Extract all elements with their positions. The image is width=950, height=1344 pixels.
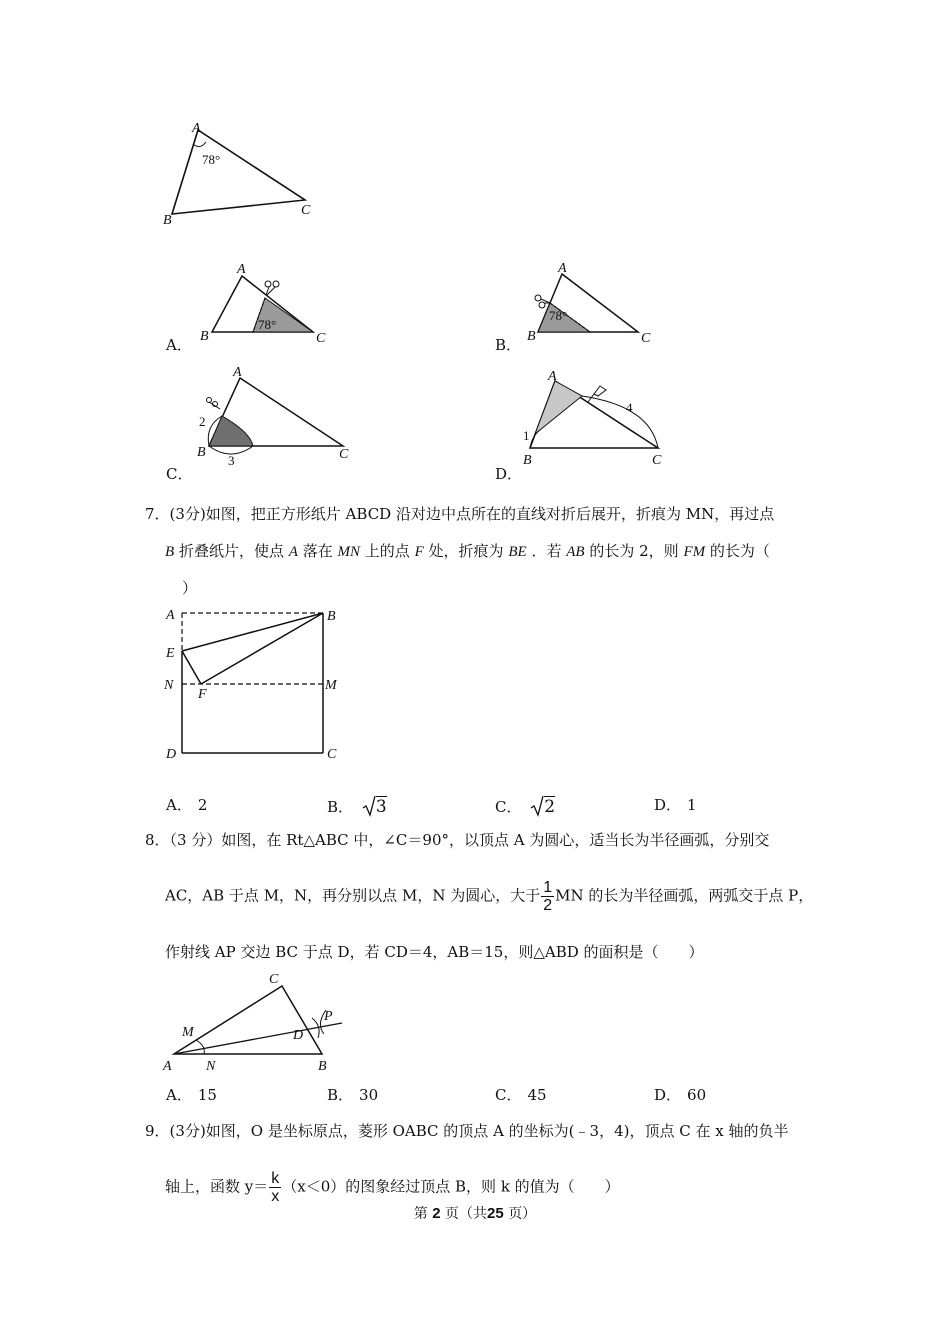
q8-label-b: B <box>318 1059 327 1074</box>
q6-d-label-b: B <box>523 453 532 468</box>
q8-option-a-letter: A． <box>166 1086 192 1104</box>
q7-square-figure <box>160 603 350 763</box>
q8-fraction <box>541 879 554 914</box>
q8-option-a[interactable] <box>166 1085 217 1105</box>
q8-option-b-letter: B． <box>327 1086 354 1104</box>
q6-d-label-c: C <box>652 453 662 468</box>
q7-option-c-radicand: 2 <box>544 797 556 817</box>
q7-t12: FM <box>683 544 706 560</box>
q9-t-a: 轴上，函数 y＝ <box>165 1177 269 1196</box>
q6-option-a[interactable]: A． <box>166 336 192 354</box>
q8-option-c-value: 45 <box>527 1086 547 1104</box>
q8-option-b[interactable] <box>327 1085 378 1105</box>
q8-option-c-letter: C． <box>495 1086 522 1104</box>
q8-label-c: C <box>269 972 279 987</box>
q7-label-m: M <box>325 678 337 693</box>
q7-stem-line3: ） <box>182 579 198 597</box>
q8-frac-den: 2 <box>543 897 553 914</box>
q6-c-label-c: C <box>339 447 349 462</box>
q7-t6: F <box>414 544 424 560</box>
q7-t5: 上的点 <box>364 542 410 560</box>
q8-t-a: AC，AB 于点 M，N，再分别以点 M，N 为圆心，大于 <box>165 886 541 905</box>
q7-label-b: B <box>327 609 336 624</box>
q8-label-p: P <box>324 1009 333 1024</box>
footer-total-pages: 25 <box>487 1205 504 1222</box>
q8-option-d[interactable] <box>654 1085 706 1105</box>
q7-option-b-letter: B． <box>327 798 354 816</box>
footer-page-number: 2 <box>432 1205 441 1222</box>
q6-label-b: B <box>163 213 172 228</box>
q6-c-label-b: B <box>197 445 206 460</box>
q7-stem-line1: 7．(3分)如图，把正方形纸片 ABCD 沿对边中点所在的直线对折后展开，折痕为 MN，再过点 <box>145 505 775 523</box>
q9-stem-line1: 9．(3分)如图，O 是坐标原点，菱形 OABC 的顶点 A 的坐标为(﹣3，4)，顶点 C 在 x 轴的负半 <box>145 1122 789 1140</box>
q7-t13: 的长为（ <box>709 542 770 560</box>
q7-stem-line2 <box>165 540 770 563</box>
q7-option-d-value: 1 <box>687 796 697 814</box>
q8-triangle-figure <box>160 966 360 1076</box>
q8-stem-line3: 作射线 AP 交边 BC 于点 D，若 CD＝4，AB＝15，则△ABD 的面积是（ ） <box>165 943 704 961</box>
q8-label-n: N <box>206 1059 216 1074</box>
q7-t0: B <box>165 544 175 560</box>
q7-t7: 处，折痕为 <box>428 542 504 560</box>
q6-main-triangle <box>160 118 330 233</box>
q7-t11: 的长为 2，则 <box>589 542 679 560</box>
q8-stem-line1: 8．（3 分）如图，在 Rt△ABC 中，∠C＝90°，以顶点 A 为圆心，适当长为半径画弧，分别交 <box>145 831 770 849</box>
q8-label-a: A <box>163 1059 172 1074</box>
footer-pre: 第 <box>413 1206 428 1222</box>
q7-label-f: F <box>198 687 207 702</box>
q6-option-c[interactable]: C． <box>166 465 193 483</box>
q6-option-b-figure <box>522 258 672 350</box>
q6-label-a: A <box>192 121 201 136</box>
q6-option-c-figure <box>195 364 365 474</box>
q7-label-c: C <box>327 747 337 762</box>
q9-t-b: （x＜0）的图象经过顶点 B，则 k 的值为（ ） <box>282 1177 620 1196</box>
q8-frac-num: 1 <box>543 879 553 896</box>
q6-angle: 78° <box>202 152 221 167</box>
q7-option-a-value: 2 <box>197 796 208 814</box>
q6-a-label-a: A <box>237 262 246 277</box>
q6-option-d[interactable]: D． <box>495 465 523 483</box>
q7-t10: AB <box>566 544 585 560</box>
page-footer <box>0 1203 950 1223</box>
q9-frac-den: x <box>271 1188 280 1205</box>
q7-t9: ．若 <box>531 542 562 560</box>
q8-label-m: M <box>182 1025 194 1040</box>
footer-post: 页） <box>508 1206 537 1222</box>
q7-option-b-radicand: 3 <box>375 797 387 817</box>
q6-option-d-figure <box>518 364 678 474</box>
q8-stem-line2 <box>165 879 813 914</box>
q6-b-label-a: A <box>558 261 567 276</box>
q6-d-len-4: 4 <box>626 400 633 415</box>
q7-label-n: N <box>164 678 174 693</box>
q6-a-angle: 78° <box>258 317 277 332</box>
q7-label-d: D <box>166 747 177 762</box>
footer-mid: 页（共 <box>445 1206 488 1222</box>
q9-fraction <box>269 1170 281 1205</box>
q7-label-a: A <box>166 608 175 623</box>
q6-c-len-3: 3 <box>228 453 235 468</box>
q7-t3: 落在 <box>302 542 333 560</box>
q7-option-d-letter: D． <box>654 796 682 814</box>
q8-option-d-letter: D． <box>654 1086 682 1104</box>
q8-option-c[interactable] <box>495 1085 547 1105</box>
q6-label-c: C <box>301 203 311 218</box>
q6-c-label-a: A <box>233 365 242 380</box>
q7-t1: 折叠纸片，使点 <box>178 542 284 560</box>
sqrt-icon <box>362 795 376 817</box>
q8-option-b-value: 30 <box>359 1086 379 1104</box>
sqrt-icon <box>530 795 544 817</box>
q6-d-label-a: A <box>548 369 557 384</box>
q7-option-c[interactable] <box>495 795 555 817</box>
q7-option-d[interactable] <box>654 795 697 815</box>
q9-frac-num: k <box>271 1170 280 1187</box>
q8-option-d-value: 60 <box>687 1086 707 1104</box>
q6-b-angle: 78° <box>549 308 568 323</box>
q8-label-d: D <box>293 1028 304 1043</box>
q8-option-a-value: 15 <box>197 1086 217 1104</box>
q6-b-label-b: B <box>527 329 536 344</box>
q7-option-b[interactable] <box>327 795 387 817</box>
q9-stem-line2 <box>165 1170 620 1205</box>
q7-t2: A <box>288 544 298 560</box>
q7-t4: MN <box>337 544 360 560</box>
q6-a-label-c: C <box>316 331 326 346</box>
q7-option-a-letter: A． <box>166 796 192 814</box>
q6-a-label-b: B <box>200 329 209 344</box>
q7-option-a[interactable] <box>166 795 207 815</box>
q6-option-b[interactable]: B． <box>495 336 522 354</box>
q7-t8: BE <box>508 544 527 560</box>
q6-option-a-figure <box>195 258 345 350</box>
q7-option-c-letter: C． <box>495 798 522 816</box>
q6-d-len-1: 1 <box>523 428 530 443</box>
q7-label-e: E <box>166 646 175 661</box>
q6-c-len-2: 2 <box>199 414 206 429</box>
q8-t-b: MN 的长为半径画弧，两弧交于点 P， <box>555 886 814 905</box>
q6-b-label-c: C <box>641 331 651 346</box>
